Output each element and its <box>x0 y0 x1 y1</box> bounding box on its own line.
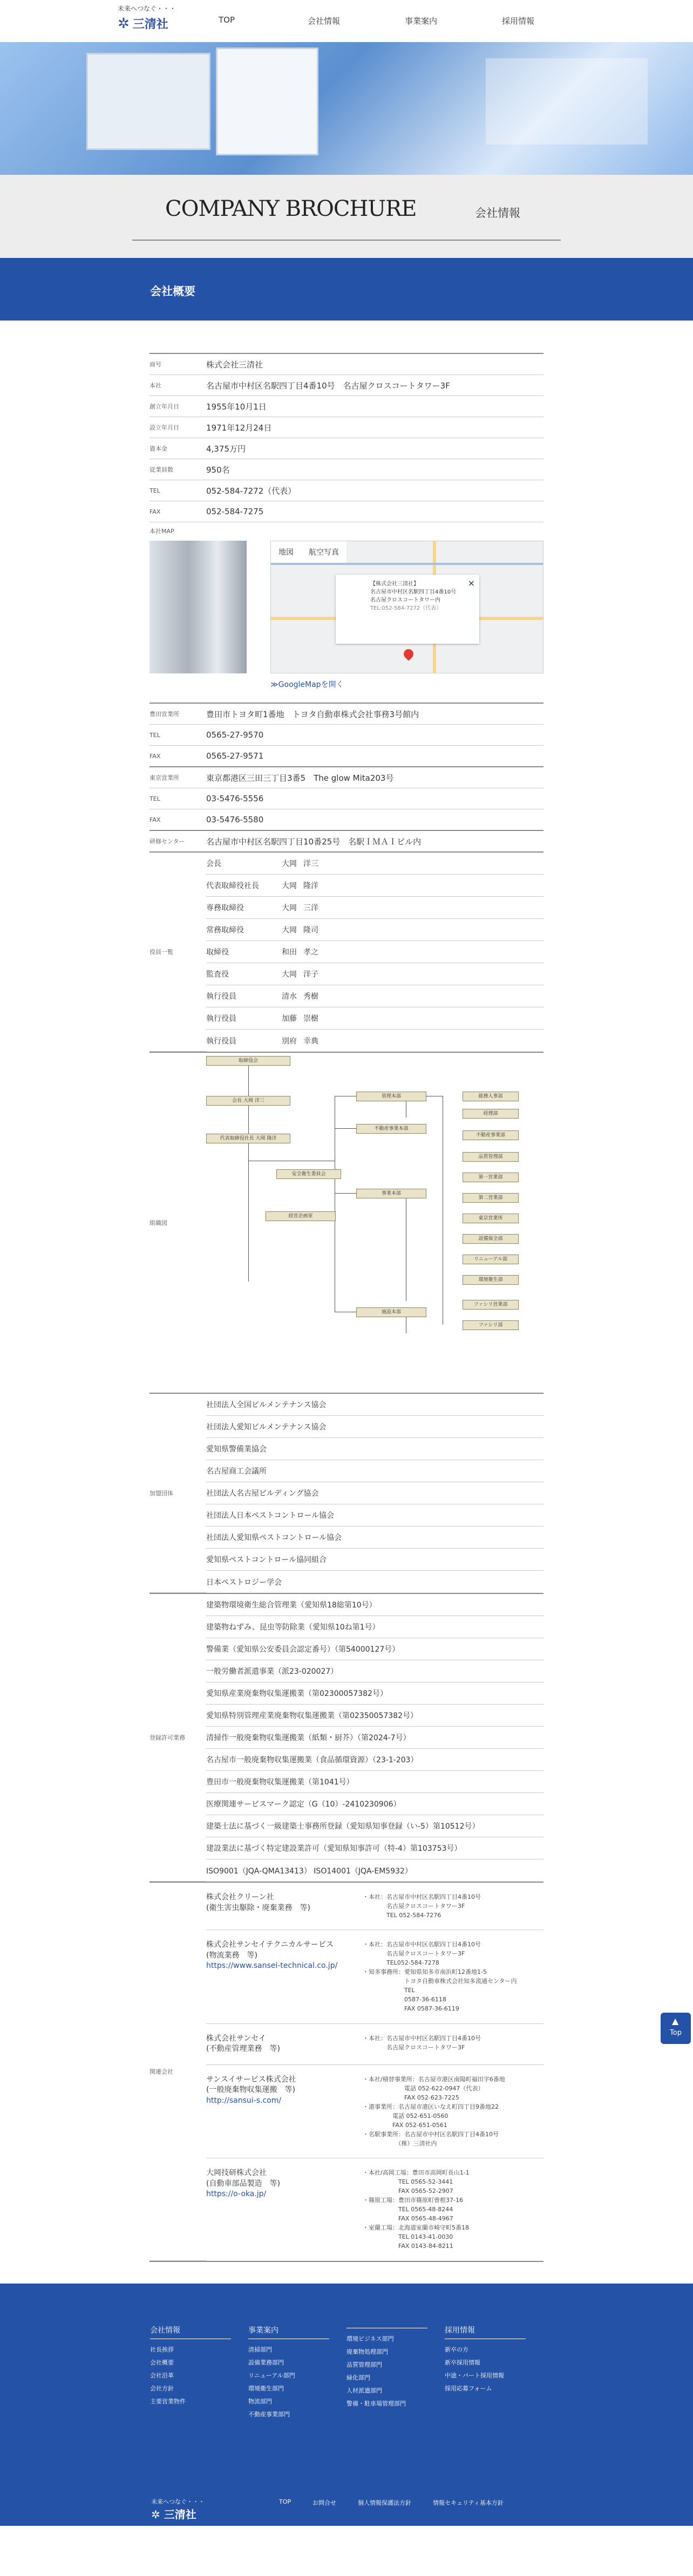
profile-row: TEL 052-584-7272（代表） <box>150 480 543 501</box>
company-name: 株式会社サンセイテクニカルサービス <box>206 1940 334 1950</box>
office-line: 名古屋クロスコートタワー3F <box>363 2043 465 2051</box>
site-header <box>0 0 693 42</box>
related-company <box>206 2158 543 2260</box>
org-box: ファシリ部 <box>463 1320 519 1330</box>
profile-row: 商号 株式会社三清社 <box>150 354 543 375</box>
profile-row: 資本金 4,375万円 <box>150 438 543 459</box>
org-box: 事業本部 <box>356 1189 426 1198</box>
officer-row: 会長 大岡 洋三 <box>206 853 543 875</box>
branch-row: FAX 03-5476-5580 <box>150 809 543 831</box>
footer-link[interactable]: 不動産事業部門 <box>248 2410 290 2418</box>
org-chart <box>206 1053 543 1393</box>
footer-column-heading: 会社情報 <box>150 2325 231 2339</box>
nav-business[interactable]: 事業案内 <box>404 16 437 26</box>
footer-link[interactable]: 新卒採用情報 <box>445 2359 480 2366</box>
org-box: ファシリ営業部 <box>463 1300 519 1310</box>
footer-link[interactable]: 環境ビジネス部門 <box>346 2335 394 2342</box>
office-line: ・港事業所：名古屋市港区いなえ町四丁目9番地22 <box>363 2103 499 2110</box>
footer-link[interactable]: 人材派遣部門 <box>346 2387 382 2394</box>
map-label: 本社MAP <box>150 528 174 535</box>
branch-row: 研修センター 名古屋市中村区名駅四丁目10番25号 名駅ＩＭＡＩビル内 <box>150 831 543 853</box>
org-box: 第一営業部 <box>463 1173 519 1182</box>
footer-link[interactable]: 物流部門 <box>248 2397 272 2405</box>
company-note: (自動車部品製造 等) <box>206 2179 280 2188</box>
nav-top[interactable]: TOP <box>218 15 235 25</box>
office-line: ・名駅事業所：名古屋市中村区名駅四丁目4番10号 <box>363 2130 499 2138</box>
footer-logo[interactable]: 未来へつなぐ・・・ ✲ 三清社 <box>151 2498 205 2521</box>
company-note: (不動産管理業務 等) <box>206 2045 280 2054</box>
office-line: ・本社：名古屋市中村区名駅四丁目4番10号 <box>363 1893 481 1900</box>
related-company <box>206 2065 543 2158</box>
company-name: サンスイサービス株式会社 <box>206 2075 296 2084</box>
org-chart-section: 組織図 取締役会 会長 大岡 洋三 代表取締役社長 大岡 隆洋 安全衛生委員会 経営企画室 管理本部 不動産事業本部 事業本部 施設本部 総務人事部 経理部 不動産事業部 品質管理部 第一営業部 第二営業部 東京営業所 設備保全部 リニューアル部 環境衛生部 ファシリ営業部 ファシリ部 <box>150 1053 543 1394</box>
footer-link[interactable]: 主要営業物件 <box>150 2397 186 2405</box>
map-section <box>150 535 543 676</box>
office-line: 名古屋クロスコートタワー3F <box>363 1903 465 1910</box>
nav-recruit[interactable]: 採用情報 <box>501 16 534 26</box>
org-box: 不動産事業部 <box>463 1130 519 1140</box>
banner-subtitle: 会社情報 <box>475 207 520 220</box>
hero-image <box>0 42 693 175</box>
branch-row: 豊田営業所 豊田市トヨタ町1番地 トヨタ自動車株式会社事務3号館内 <box>150 704 543 725</box>
office-line: 電話 052-651-0560 <box>363 2112 449 2120</box>
office-line: （株）三清社内 <box>363 2140 437 2148</box>
company-name: 株式会社サンセイ <box>206 2034 266 2043</box>
org-box: 設備保全部 <box>463 1234 519 1244</box>
brochure-banner <box>0 175 693 258</box>
org-box: 経理部 <box>463 1109 519 1119</box>
footer-link-security[interactable]: 情報セキュリティ基本方針 <box>433 2499 504 2506</box>
footer-column <box>150 2325 231 2408</box>
officer-row: 専務取締役 大岡 三洋 <box>206 897 543 919</box>
related-companies: 関連会社 株式会社クリーン社 (衛生害虫駆除・廃棄業務 等) ・本社：名古屋市中村区名駅四丁目4番10号 名古屋クロスコートタワー3F TEL 052-584-7276 株式会社サンセイテクニカルサービス (物流業務 等) https://www.sansei-technical.co.jp/ ・本社：名古屋市中村区名駅四丁目4番10号 名古屋クロスコートタワー3F TEL052-584-7278 ・知多事務所：愛知県知多市南浜町12番地1-5 トヨタ自動車株式会社知多流通センター内 TEL 0587-36-6118 FAX 0587-36-6119 株式会社サンセイ (不動産管理業務 等) ・本社：名古屋市中村区名駅四丁目4番10号 名古屋クロスコートタワー3F サンスイサービス株式会社 (一般廃棄物収集運搬 等) http://sansui-s.com/ ・本社/積替事業所：名古屋市港区南陽町福田字6番地 電話 052-622-0947（代表） FAX 052-623-7225 ・港事業所：名古屋市港区いなえ町四丁目9番地22 電話 052-651-0560 FAX 052-651-0561 ・名駅事業所：名古屋市中村区名駅四丁目4番10号 （株）三清社内 大岡技研株式会社 (自動車部品製造 等) https://o-oka.jp/ ・本社/高岡工場：豊田市高岡町長山1-1 TEL 0565-52-3441 FAX 0565-52-2907 ・篠原工場：豊田市篠原町曽根37-16 TEL 0565-48-8244 FAX 0565-48-4967 ・室蘭工場：北海道室蘭市崎守町5番18 TEL 0143-41-0030 FAX 0143-84-8211 <box>150 1883 543 2262</box>
close-icon[interactable]: × <box>467 578 475 588</box>
footer-link[interactable]: 環境衛生部門 <box>248 2384 284 2392</box>
footer-link[interactable]: 廃棄物処理部門 <box>346 2348 388 2355</box>
licenses-list: 登録許可業務 建築物環境衛生総合管理業（愛知県18総第10号） 建築物ねずみ、昆虫等防除業（愛知県10ね第1号） 警備業（愛知県公安委員会認定番号）（第54000127号） 一般労働者派遣事業（派23-020027） 愛知県産業廃棄物収集運搬業（第02300057382号） 愛知県特別管理産業廃棄物収集運搬業（第02350057382号） 清掃作一般廃棄物収集運搬業（紙類・厨芥）（第2024-7号） 名古屋市一般廃棄物収集運搬業（食品循環資源）（23-1-203） 豊田市一般廃棄物収集運搬業（第1041号） 医療関連サービスマーク認定（G（10）-2410230906） 建築士法に基づく一級建築士事務所登録（愛知県知事登録（い-5）第10512号） 建設業法に基づく特定建設業許可（愛知県知事許可（特-4）第103753号） ISO9001（JQA-QMA13413） ISO14001（JQA-EM5932） <box>150 1594 543 1883</box>
org-box: 代表取締役社長 大岡 隆洋 <box>206 1134 290 1143</box>
company-name: 大岡技研株式会社 <box>206 2169 267 2178</box>
footer-link[interactable]: リニューアル部門 <box>248 2371 295 2379</box>
footer-link[interactable]: 品質管理部門 <box>346 2361 382 2368</box>
office-line: TEL 052-584-7276 <box>363 1912 441 1919</box>
footer-link-contact[interactable]: お問合せ <box>312 2499 337 2506</box>
org-box: 施設本部 <box>356 1307 426 1317</box>
officer-row: 執行役員 別府 幸典 <box>206 1037 318 1046</box>
office-line: FAX 052-651-0561 <box>363 2121 447 2129</box>
office-line: TEL 0143-41-0030 <box>363 2233 453 2241</box>
footer-column <box>445 2325 526 2395</box>
footer-link[interactable]: 採用応募フォーム <box>445 2384 492 2392</box>
global-nav <box>178 15 567 26</box>
office-line: ・篠原工場：豊田市篠原町曽根37-16 <box>363 2197 463 2204</box>
org-box: 第二営業部 <box>463 1193 519 1203</box>
office-line: TEL <box>363 1987 415 1994</box>
office-line: ・室蘭工場：北海道室蘭市崎守町5番18 <box>363 2224 469 2232</box>
office-line: FAX 0587-36-6119 <box>363 2005 459 2013</box>
company-name: 株式会社クリーン社 <box>206 1893 274 1902</box>
related-company <box>206 1883 543 1930</box>
associations-list: 加盟団体 社団法人全国ビルメンテナンス協会 社団法人愛知ビルメンテナンス協会 愛知県警備業協会 名古屋商工会議所 社団法人名古屋ビルディング協会 社団法人日本ペストコントロール協会 社団法人愛知県ペストコントロール協会 愛知県ペストコントロール協同組合 日本ペストロジー学会 <box>150 1394 543 1594</box>
footer-link[interactable]: 新卒の方 <box>445 2346 468 2353</box>
branch-row: 東京営業所 東京都港区三田三丁目3番5 The glow Mita203号 <box>150 767 543 788</box>
back-to-top-button[interactable]: ▲ Top <box>661 2013 691 2044</box>
arrow-up-icon: ▲ <box>672 2016 679 2026</box>
officer-row: 監査役 大岡 洋子 <box>206 963 543 985</box>
footer-link[interactable]: 社長挨拶 <box>150 2346 174 2353</box>
officer-row: 執行役員 加藤 崇樹 <box>206 1007 543 1030</box>
org-box: リニューアル部 <box>463 1255 519 1264</box>
profile-table <box>150 354 543 522</box>
logo-brand: 三清社 <box>132 18 168 31</box>
banner-title: COMPANY BROCHURE <box>165 196 417 221</box>
org-box: 取締役会 <box>206 1056 290 1066</box>
office-line: 名古屋クロスコートタワー3F <box>363 1950 465 1958</box>
company-url-link[interactable]: https://o-oka.jp/ <box>206 2190 267 2199</box>
map-tab-satellite[interactable]: 航空写真 <box>309 548 339 557</box>
related-company <box>206 1930 543 2023</box>
office-line: 0587-36-6118 <box>363 1996 446 2003</box>
open-googlemap-link[interactable]: ≫GoogleMapを開く <box>270 680 344 689</box>
officer-row: 常務取締役 大岡 隆司 <box>206 919 543 941</box>
hero-plaque-1 <box>86 53 210 150</box>
banner-rule <box>132 240 561 241</box>
branch-row: TEL 03-5476-5556 <box>150 788 543 809</box>
org-box: 東京営業所 <box>463 1214 519 1223</box>
footer-link[interactable]: 警備・駐車場管理部門 <box>346 2400 406 2407</box>
section-title: 会社概要 <box>150 285 195 298</box>
footer-link-top[interactable]: TOP <box>279 2498 291 2505</box>
footer-column <box>248 2325 329 2421</box>
office-line: FAX 052-623-7225 <box>363 2094 459 2101</box>
footer-column-heading: 採用情報 <box>445 2325 526 2339</box>
footer-link[interactable]: 会社概要 <box>150 2359 174 2366</box>
logo-star-icon: ✲ <box>118 16 130 32</box>
footer-column <box>346 2325 427 2410</box>
logo-star-icon: ✲ <box>151 2507 164 2521</box>
footer-link[interactable]: 会社方針 <box>150 2384 174 2392</box>
footer-link[interactable]: 清掃部門 <box>248 2346 272 2353</box>
org-box: 品質管理部 <box>463 1152 519 1162</box>
org-box: 経営企画室 <box>266 1211 336 1221</box>
hero-glass <box>486 58 648 145</box>
officer-row: 執行役員 清水 秀樹 <box>206 985 543 1007</box>
google-map[interactable] <box>270 541 543 673</box>
profile-row: 本社 名古屋市中村区名駅四丁目4番10号 名古屋クロスコートタワー3F <box>150 375 543 396</box>
footer-link-privacy[interactable]: 個人情報保護法方針 <box>358 2499 412 2506</box>
map-pin-icon[interactable] <box>402 647 415 660</box>
related-company <box>206 2024 543 2065</box>
officers-list: 役員一覧 会長 大岡 洋三 代表取締役社長 大岡 隆洋 専務取締役 大岡 三洋 常務取締役 大岡 隆司 取締役 和田 孝之 監査役 大岡 洋子 執行役員 清水 秀樹 執行役員 加藤 崇樹 執行役員 別府 幸典 <box>150 853 543 1053</box>
officer-row: 代表取締役社長 大岡 隆洋 <box>206 875 543 897</box>
office-line: ・本社/積替事業所：名古屋市港区南陽町福田字6番地 <box>363 2075 505 2083</box>
branch-row: TEL 0565-27-9570 <box>150 725 543 746</box>
office-line: ・知多事務所：愛知県知多市南浜町12番地1-5 <box>363 1968 487 1976</box>
org-box: 環境衛生部 <box>463 1275 519 1285</box>
office-line: TEL052-584-7278 <box>363 1959 439 1967</box>
map-info-card: 【株式会社三清社】 名古屋市中村区名駅四丁目4番10号 名古屋クロスコートタワー内 TEL:052-584-7272（代表） × <box>336 575 479 644</box>
org-box: 総務人事部 <box>463 1092 519 1101</box>
footer-links <box>279 2498 504 2507</box>
building-photo <box>150 541 247 673</box>
office-line: トヨタ自動車株式会社知多流通センター内 <box>363 1978 517 1985</box>
company-note: (一般廃棄物収集運搬 等) <box>206 2086 295 2095</box>
logo-tagline: 未来へつなぐ・・・ <box>118 5 176 12</box>
office-line: ・本社：名古屋市中村区名駅四丁目4番10号 <box>363 1941 481 1948</box>
org-box: 会長 大岡 洋三 <box>206 1096 290 1106</box>
footer-column-heading <box>346 2325 427 2328</box>
nav-company[interactable]: 会社情報 <box>307 16 340 26</box>
office-line: TEL 0565-52-3441 <box>363 2178 453 2186</box>
office-line: FAX 0565-48-4967 <box>363 2215 453 2223</box>
footer-column-heading: 事業案内 <box>248 2325 329 2339</box>
footer-link[interactable]: 設備業務部門 <box>248 2359 284 2366</box>
company-url-link[interactable]: https://www.sansei-technical.co.jp/ <box>206 1961 338 1971</box>
profile-row: 設立年月日 1971年12月24日 <box>150 417 543 438</box>
office-line: ・本社/高岡工場：豊田市高岡町長山1-1 <box>363 2169 470 2177</box>
profile-row: 創立年月日 1955年10月1日 <box>150 396 543 417</box>
map-tab-map[interactable]: 地図 <box>278 548 294 557</box>
profile-row: FAX 052-584-7275 <box>150 501 543 522</box>
footer-link[interactable]: 中途・パート採用情報 <box>445 2371 504 2379</box>
officer-row: 取締役 和田 孝之 <box>206 941 543 963</box>
footer-link[interactable]: 会社沿革 <box>150 2371 174 2379</box>
office-line: 電話 052-622-0947（代表） <box>363 2084 484 2092</box>
hero-plaque-2 <box>216 47 318 155</box>
company-profile <box>150 321 543 2284</box>
site-logo[interactable] <box>118 5 188 37</box>
office-line: FAX 0143-84-8211 <box>363 2243 453 2250</box>
profile-row: 従業員数 950名 <box>150 459 543 480</box>
org-box: 不動産事業本部 <box>356 1124 426 1134</box>
office-line: FAX 0565-52-2907 <box>363 2187 453 2195</box>
branch-row: FAX 0565-27-9571 <box>150 746 543 767</box>
company-note: (物流業務 等) <box>206 1951 257 1960</box>
branch-table <box>150 704 543 853</box>
office-line: ・本社：名古屋市中村区名駅四丁目4番10号 <box>363 2034 481 2042</box>
site-footer <box>0 2284 693 2526</box>
company-note: (衛生害虫駆除・廃棄業務 等) <box>206 1903 310 1912</box>
office-line: TEL 0565-48-8244 <box>363 2206 453 2213</box>
org-box: 安全衛生委員会 <box>276 1169 341 1179</box>
section-band <box>0 258 693 321</box>
footer-link[interactable]: 緑化部門 <box>346 2374 370 2381</box>
org-box: 管理本部 <box>356 1092 426 1101</box>
company-url-link[interactable]: http://sansui-s.com/ <box>206 2096 282 2105</box>
